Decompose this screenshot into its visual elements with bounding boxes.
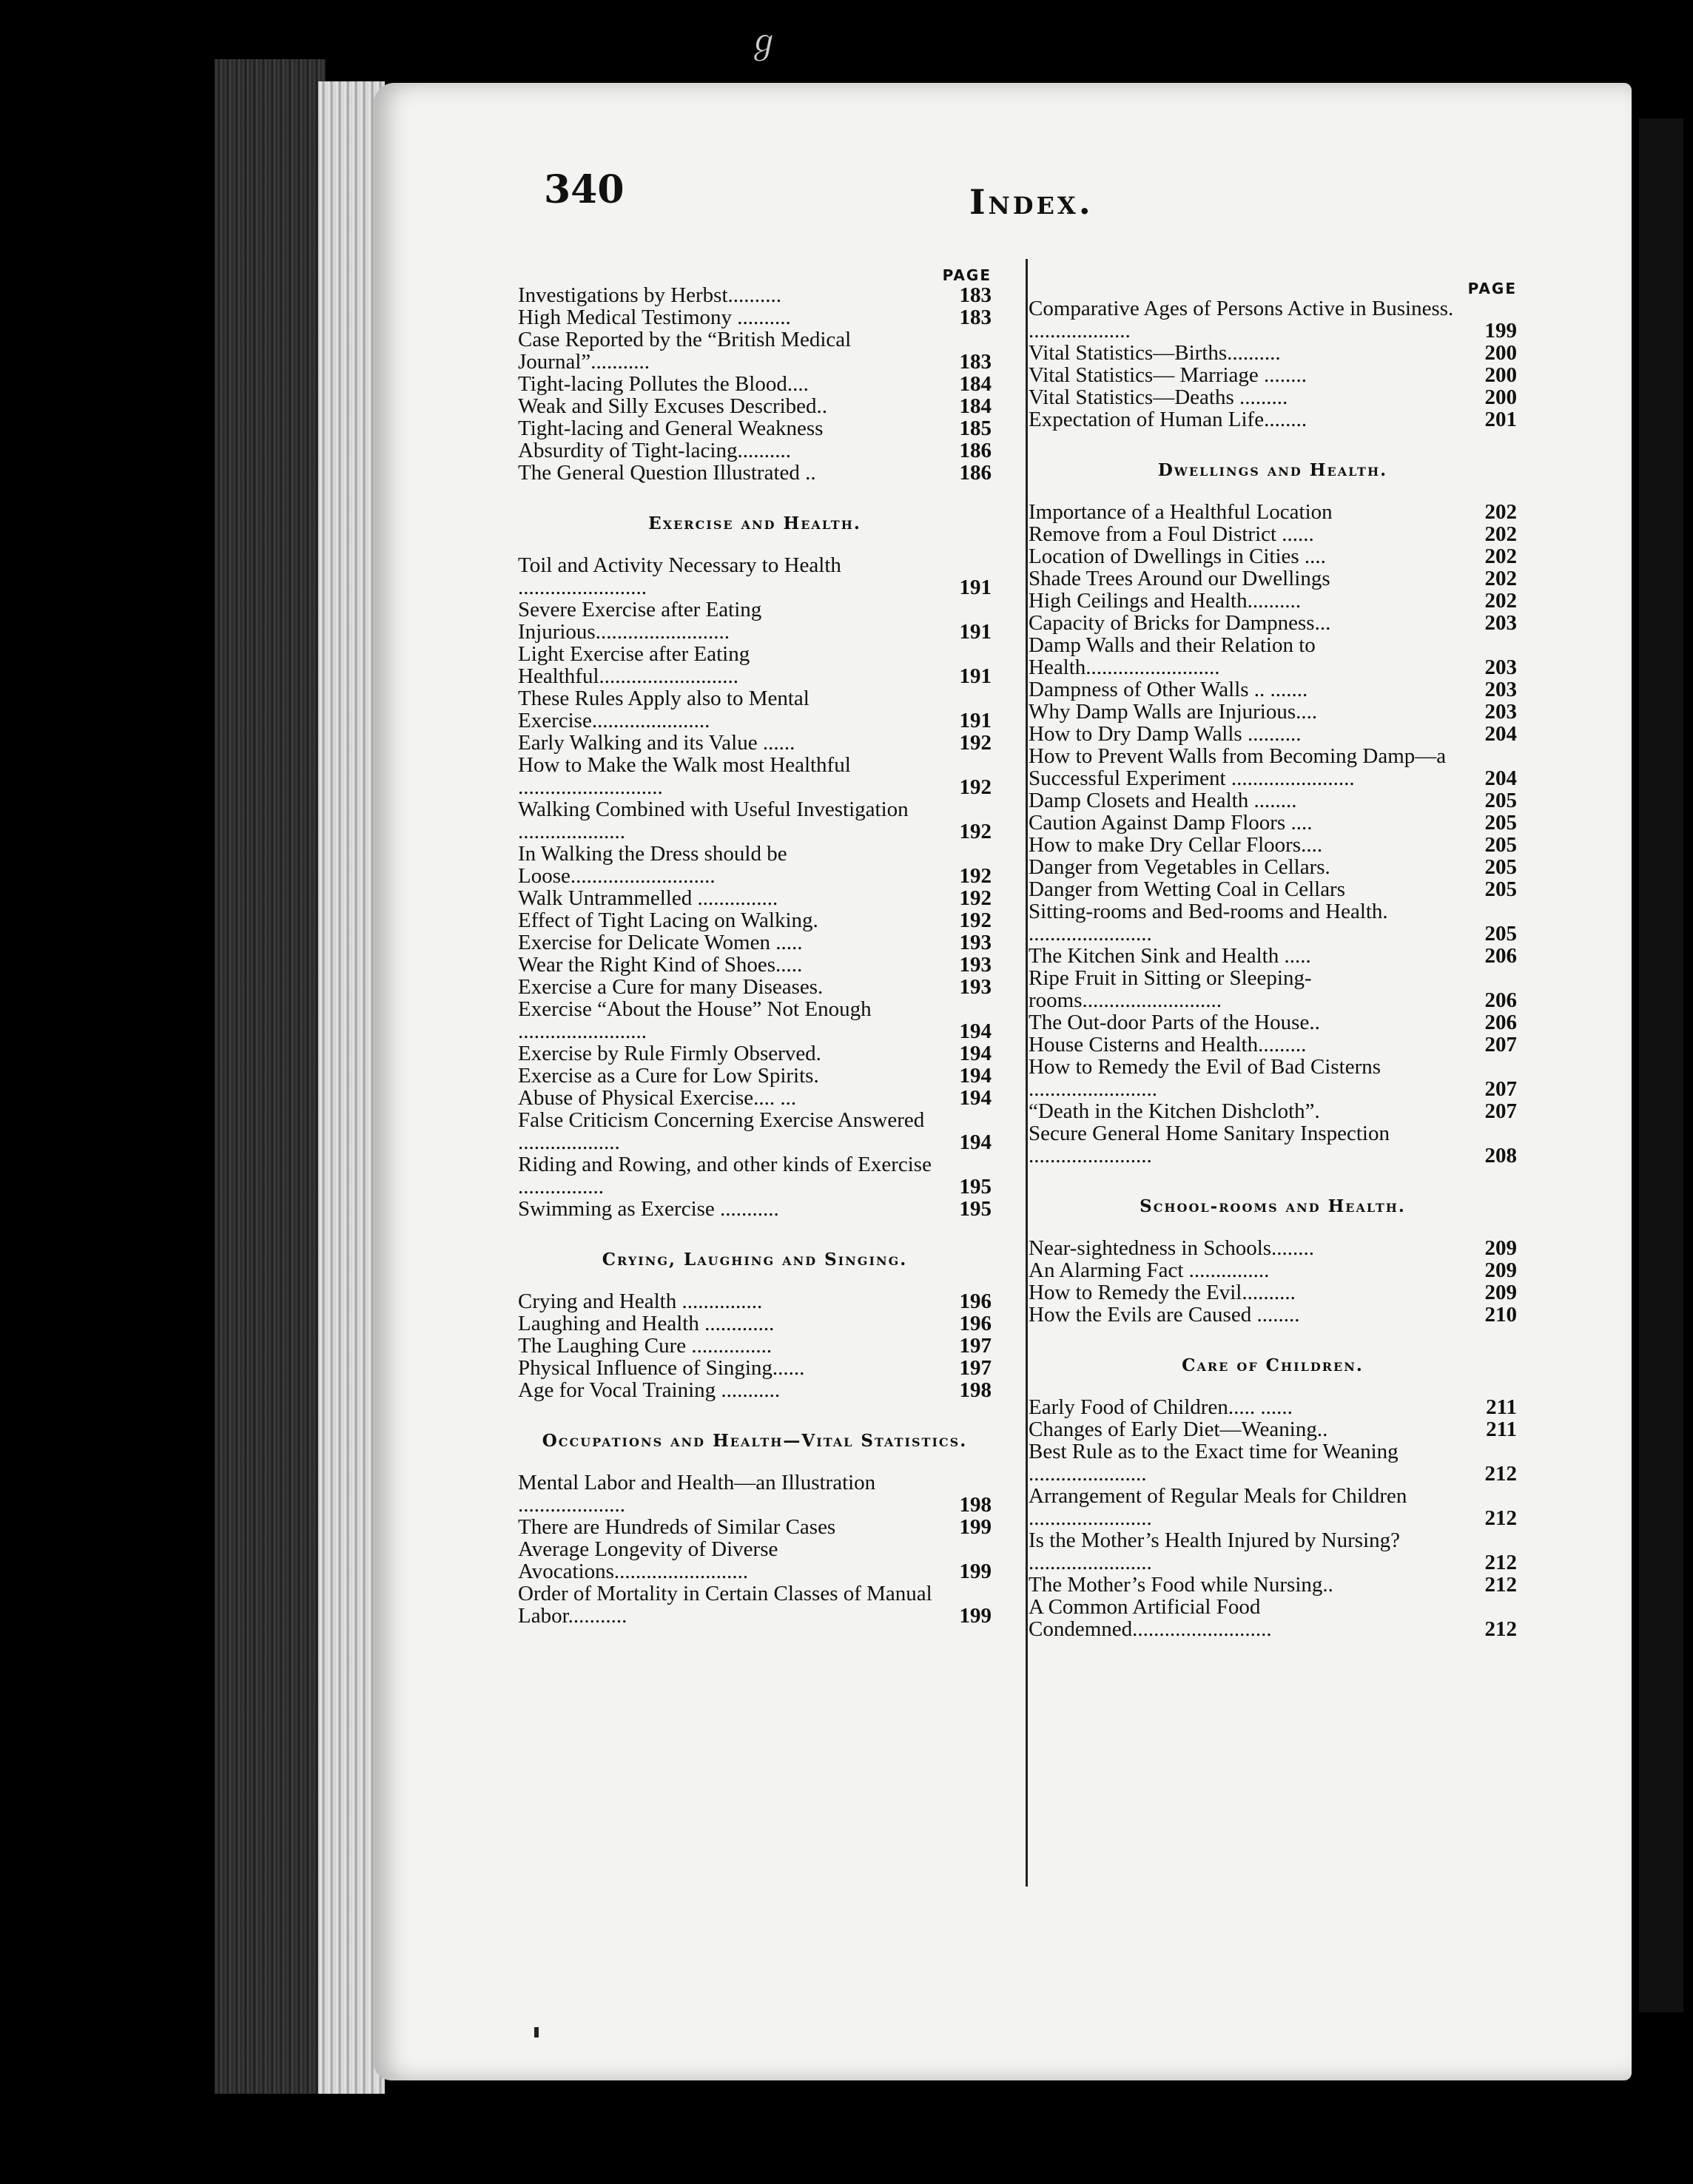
entry-text: Damp Walls and their Relation to Health.........................	[1029, 633, 1316, 679]
index-entry	[1029, 1596, 1517, 1640]
entry-text: Laughing and Health .............	[518, 1312, 775, 1335]
entry-page: 185	[959, 417, 992, 440]
index-entry	[518, 1357, 992, 1379]
index-entry	[518, 462, 992, 484]
index-entry	[1029, 1281, 1517, 1304]
entry-page: 198	[959, 1493, 992, 1517]
entry-text: Average Longevity of Diverse Avocations.........................	[518, 1537, 778, 1583]
entry-page: 212	[1484, 1506, 1517, 1530]
entry-text: Vital Statistics— Marriage ........	[1029, 363, 1307, 387]
entry-text: Age for Vocal Training ...........	[518, 1378, 781, 1402]
entry-text: The General Question Illustrated ..	[518, 461, 816, 485]
entry-page: 212	[1484, 1551, 1517, 1574]
entry-text: Is the Mother’s Health Injured by Nursing? .......................	[1029, 1529, 1401, 1574]
section-heading: Crying, Laughing and Singing.	[602, 1250, 908, 1270]
entry-text: Exercise as a Cure for Low Spirits.	[518, 1064, 819, 1088]
entry-page: 192	[959, 731, 992, 755]
index-entry	[518, 417, 992, 439]
index-entry	[518, 1290, 992, 1312]
entry-text: Changes of Early Diet—Weaning..	[1029, 1418, 1328, 1441]
entry-page: 193	[959, 953, 992, 977]
entry-text: Absurdity of Tight-lacing..........	[518, 439, 791, 462]
index-entry	[518, 395, 992, 417]
entry-page: 205	[1484, 789, 1517, 812]
entry-page: 183	[959, 350, 992, 374]
entry-page: 209	[1484, 1258, 1517, 1282]
index-entry	[1029, 701, 1517, 723]
entry-text: How to make Dry Cellar Floors....	[1029, 833, 1323, 857]
index-entry	[1029, 1100, 1517, 1122]
index-entry	[518, 1516, 992, 1538]
entry-text: Case Reported by the “British Medical Journal”...........	[518, 328, 852, 374]
entry-page: 212	[1484, 1617, 1517, 1641]
index-entry	[518, 328, 992, 373]
entry-page: 212	[1484, 1462, 1517, 1486]
section-heading: Exercise and Health.	[648, 513, 861, 533]
entry-page: 199	[959, 1604, 992, 1628]
index-entry	[1029, 1259, 1517, 1281]
index-entry	[1029, 342, 1517, 364]
index-entry	[518, 643, 992, 687]
entry-page: 184	[959, 394, 992, 418]
entry-text: Comparative Ages of Persons Active in Business. ...................	[1029, 297, 1454, 343]
index-entry	[1029, 1485, 1517, 1529]
entry-text: Walking Combined with Useful Investigation ....................	[518, 798, 909, 843]
index-entry	[518, 754, 992, 798]
entry-page: 191	[959, 620, 992, 644]
index-entry	[1029, 723, 1517, 745]
entry-text: False Criticism Concerning Exercise Answered ...................	[518, 1108, 925, 1154]
index-entry	[518, 998, 992, 1042]
entry-text: Damp Closets and Health ........	[1029, 789, 1297, 812]
index-entry	[518, 599, 992, 643]
index-entry	[518, 439, 992, 462]
entry-page: 207	[1484, 1033, 1517, 1056]
entry-page: 202	[1484, 545, 1517, 568]
entry-text: These Rules Apply also to Mental Exercise......................	[518, 687, 810, 732]
index-entry	[1029, 1418, 1517, 1440]
entry-page: 193	[959, 975, 992, 999]
entry-page: 192	[959, 775, 992, 799]
entry-page: 203	[1484, 655, 1517, 679]
entry-page: 194	[959, 1064, 992, 1088]
entry-page: 205	[1484, 877, 1517, 901]
entry-text: Severe Exercise after Eating Injurious.........................	[518, 598, 762, 644]
index-entry	[518, 373, 992, 395]
entry-page: 183	[959, 306, 992, 329]
entry-text: Near-sightedness in Schools........	[1029, 1236, 1315, 1260]
index-entry	[1029, 856, 1517, 878]
column-divider	[1026, 259, 1028, 1887]
entry-text: Wear the Right Kind of Shoes.....	[518, 953, 803, 977]
entry-text: There are Hundreds of Similar Cases	[518, 1515, 836, 1539]
index-entry	[518, 843, 992, 887]
entry-page: 202	[1484, 567, 1517, 590]
entry-text: Location of Dwellings in Cities ....	[1029, 545, 1326, 568]
entry-page: 204	[1484, 722, 1517, 746]
entry-page: 191	[959, 576, 992, 599]
index-entry	[1029, 408, 1517, 431]
book-spine	[215, 59, 326, 2094]
entry-page: 199	[959, 1560, 992, 1583]
entry-text: An Alarming Fact ...............	[1029, 1258, 1270, 1282]
page-number: 340	[544, 167, 625, 212]
entry-page: 191	[959, 709, 992, 732]
entry-page: 200	[1484, 385, 1517, 409]
index-entry	[1029, 812, 1517, 834]
entry-page: 192	[959, 886, 992, 910]
entry-page: 209	[1484, 1281, 1517, 1304]
entry-page: 202	[1484, 589, 1517, 613]
entry-text: Tight-lacing Pollutes the Blood....	[518, 372, 809, 396]
index-entry	[518, 954, 992, 976]
entry-text: Arrangement of Regular Meals for Children .......................	[1029, 1484, 1407, 1530]
entry-text: Early Walking and its Value ......	[518, 731, 795, 755]
entry-text: Dampness of Other Walls .. .......	[1029, 678, 1308, 701]
entry-page: 186	[959, 439, 992, 462]
entry-page: 193	[959, 931, 992, 954]
entry-text: Remove from a Foul District ......	[1029, 522, 1314, 546]
entry-page: 191	[959, 664, 992, 688]
index-entry	[1029, 945, 1517, 967]
index-entry	[518, 1312, 992, 1335]
index-entry	[1029, 1574, 1517, 1596]
entry-page: 202	[1484, 500, 1517, 524]
entry-text: Effect of Tight Lacing on Walking.	[518, 909, 818, 932]
index-entry	[1029, 745, 1517, 789]
entry-page: 206	[1484, 944, 1517, 968]
index-entry	[1029, 967, 1517, 1011]
entry-page: 194	[959, 1130, 992, 1154]
entry-page: 198	[959, 1378, 992, 1402]
section-heading: Occupations and Health—Vital Statistics.	[542, 1431, 968, 1451]
entry-page: 207	[1484, 1077, 1517, 1101]
index-entry	[518, 798, 992, 843]
index-entry	[1029, 1304, 1517, 1326]
entry-text: Vital Statistics—Births..........	[1029, 341, 1281, 365]
entry-text: In Walking the Dress should be Loose...........................	[518, 842, 787, 888]
entry-text: Capacity of Bricks for Dampness...	[1029, 611, 1331, 635]
index-entry	[1029, 789, 1517, 812]
index-entry	[518, 1087, 992, 1109]
index-entry	[518, 909, 992, 931]
entry-page: 192	[959, 909, 992, 932]
entry-page: 204	[1484, 766, 1517, 790]
entry-text: Tight-lacing and General Weakness	[518, 417, 824, 440]
right-top-entries	[1029, 297, 1517, 431]
index-entry	[518, 1065, 992, 1087]
index-entry	[518, 1335, 992, 1357]
entry-text: How to Prevent Walls from Becoming Damp—a Successful Experiment .......................	[1029, 744, 1447, 790]
entry-text: Toil and Activity Necessary to Health ........................	[518, 553, 841, 599]
entry-page: 203	[1484, 678, 1517, 701]
index-entry	[518, 1109, 992, 1153]
index-entry	[1029, 364, 1517, 386]
entry-text: Order of Mortality in Certain Classes of Manual Labor...........	[518, 1582, 932, 1628]
entry-text: Exercise for Delicate Women .....	[518, 931, 803, 954]
entry-text: Expectation of Human Life........	[1029, 408, 1307, 431]
entry-text: The Laughing Cure ...............	[518, 1334, 773, 1358]
index-entry	[518, 732, 992, 754]
entry-text: Riding and Rowing, and other kinds of Exercise ................	[518, 1153, 932, 1199]
entry-text: Exercise by Rule Firmly Observed.	[518, 1042, 821, 1065]
index-entry	[1029, 612, 1517, 634]
index-entry	[1029, 545, 1517, 567]
entry-text: Shade Trees Around our Dwellings	[1029, 567, 1330, 590]
index-entry	[1029, 590, 1517, 612]
entry-text: How to Remedy the Evil..........	[1029, 1281, 1296, 1304]
entry-page: 202	[1484, 522, 1517, 546]
entry-text: Crying and Health ...............	[518, 1290, 763, 1313]
entry-text: Light Exercise after Eating Healthful..........................	[518, 642, 750, 688]
index-entry	[1029, 678, 1517, 701]
index-entry	[1029, 1056, 1517, 1100]
left-column	[518, 266, 992, 1627]
entry-page: 194	[959, 1019, 992, 1043]
index-entry	[518, 284, 992, 306]
entry-page: 205	[1484, 811, 1517, 835]
entry-page: 212	[1484, 1573, 1517, 1597]
index-entry	[1029, 501, 1517, 523]
entry-text: How the Evils are Caused ........	[1029, 1303, 1300, 1327]
entry-text: Ripe Fruit in Sitting or Sleeping-rooms..........................	[1029, 966, 1312, 1012]
right-sections	[1029, 460, 1517, 1640]
entry-text: Exercise “About the House” Not Enough ........................	[518, 997, 872, 1043]
entry-page: 194	[959, 1042, 992, 1065]
index-entry	[1029, 1440, 1517, 1485]
entry-page: 199	[1484, 319, 1517, 343]
index-entry	[518, 1153, 992, 1198]
entry-text: Weak and Silly Excuses Described..	[518, 394, 828, 418]
entry-page: 200	[1484, 341, 1517, 365]
left-sections	[518, 513, 992, 1627]
entry-page: 203	[1484, 700, 1517, 724]
entry-text: A Common Artificial Food Condemned..........................	[1029, 1595, 1272, 1641]
index-entry	[1029, 567, 1517, 590]
entry-page: 206	[1484, 1011, 1517, 1034]
entry-text: Sitting-rooms and Bed-rooms and Health. .......................	[1029, 900, 1388, 946]
entry-text: Why Damp Walls are Injurious....	[1029, 700, 1318, 724]
entry-page: 199	[959, 1515, 992, 1539]
entry-text: Importance of a Healthful Location	[1029, 500, 1333, 524]
index-entry	[1029, 834, 1517, 856]
entry-page: 207	[1484, 1099, 1517, 1123]
entry-page: 211	[1486, 1395, 1517, 1419]
index-entry	[518, 1583, 992, 1627]
entry-page: 211	[1486, 1418, 1517, 1441]
entry-text: How to Make the Walk most Healthful ...........................	[518, 753, 851, 799]
entry-text: Mental Labor and Health—an Illustration ....................	[518, 1471, 876, 1517]
entry-text: How to Dry Damp Walls ..........	[1029, 722, 1302, 746]
entry-page: 197	[959, 1356, 992, 1380]
entry-page: 205	[1484, 855, 1517, 879]
index-entry	[518, 931, 992, 954]
entry-page: 200	[1484, 363, 1517, 387]
index-entry	[1029, 1034, 1517, 1056]
entry-text: The Out-door Parts of the House..	[1029, 1011, 1320, 1034]
entry-text: Investigations by Herbst..........	[518, 283, 782, 307]
entry-text: High Medical Testimony ..........	[518, 306, 791, 329]
index-entry	[1029, 634, 1517, 678]
entry-page: 210	[1484, 1303, 1517, 1327]
index-entry	[518, 976, 992, 998]
entry-page: 208	[1484, 1144, 1517, 1167]
entry-text: Danger from Wetting Coal in Cellars	[1029, 877, 1346, 901]
index-entry	[1029, 1396, 1517, 1418]
index-entry	[518, 687, 992, 732]
entry-text: Exercise a Cure for many Diseases.	[518, 975, 824, 999]
ink-speck	[534, 2027, 539, 2038]
section-heading: Dwellings and Health.	[1157, 460, 1388, 480]
entry-text: Walk Untrammelled ...............	[518, 886, 778, 910]
index-entry	[518, 1198, 992, 1220]
entry-page: 205	[1484, 833, 1517, 857]
entry-page: 206	[1484, 988, 1517, 1012]
entry-page: 195	[959, 1197, 992, 1221]
index-entry	[518, 887, 992, 909]
index-entry	[518, 1042, 992, 1065]
entry-text: Caution Against Damp Floors ....	[1029, 811, 1313, 835]
entry-text: Danger from Vegetables in Cellars.	[1029, 855, 1330, 879]
right-column	[1029, 280, 1517, 1640]
entry-page: 183	[959, 283, 992, 307]
entry-page: 186	[959, 461, 992, 485]
index-entry	[518, 1379, 992, 1401]
index-entry	[518, 554, 992, 599]
index-entry	[1029, 1237, 1517, 1259]
entry-page: 203	[1484, 611, 1517, 635]
index-entry	[1029, 297, 1517, 342]
index-entry	[1029, 1011, 1517, 1034]
index-entry	[518, 1472, 992, 1516]
index-entry	[518, 306, 992, 328]
entry-text: Secure General Home Sanitary Inspection .......................	[1029, 1122, 1390, 1167]
index-entry	[1029, 1122, 1517, 1167]
left-top-entries	[518, 284, 992, 484]
facing-page-edge	[1639, 118, 1683, 2012]
entry-page: 201	[1484, 408, 1517, 431]
index-entry	[1029, 386, 1517, 408]
entry-text: The Kitchen Sink and Health .....	[1029, 944, 1311, 968]
page-label: PAGE	[942, 266, 992, 284]
entry-text: How to Remedy the Evil of Bad Cisterns ........................	[1029, 1055, 1381, 1101]
index-entry	[1029, 900, 1517, 945]
index-entry	[1029, 1529, 1517, 1574]
entry-text: Abuse of Physical Exercise.... ...	[518, 1086, 797, 1110]
entry-text: High Ceilings and Health..........	[1029, 589, 1302, 613]
entry-page: 192	[959, 864, 992, 888]
entry-text: Best Rule as to the Exact time for Weaning ......................	[1029, 1440, 1399, 1486]
entry-page: 194	[959, 1086, 992, 1110]
entry-page: 195	[959, 1175, 992, 1199]
index-entry	[1029, 523, 1517, 545]
section-heading: Care of Children.	[1182, 1355, 1364, 1375]
entry-text: Swimming as Exercise ...........	[518, 1197, 779, 1221]
entry-text: Vital Statistics—Deaths .........	[1029, 385, 1288, 409]
entry-page: 197	[959, 1334, 992, 1358]
section-heading: School-rooms and Health.	[1140, 1196, 1406, 1216]
entry-page: 184	[959, 372, 992, 396]
entry-page: 196	[959, 1290, 992, 1313]
index-entry	[518, 1538, 992, 1583]
entry-page: 209	[1484, 1236, 1517, 1260]
entry-text: The Mother’s Food while Nursing..	[1029, 1573, 1333, 1597]
running-head: Index.	[969, 182, 1094, 222]
index-entry	[1029, 878, 1517, 900]
entry-text: “Death in the Kitchen Dishcloth”.	[1029, 1099, 1320, 1123]
entry-text: House Cisterns and Health.........	[1029, 1033, 1307, 1056]
scan-mark: ℊ	[747, 23, 780, 61]
entry-text: Early Food of Children..... ......	[1029, 1395, 1293, 1419]
entry-page: 205	[1484, 922, 1517, 946]
entry-text: Physical Influence of Singing......	[518, 1356, 805, 1380]
page-label: PAGE	[1467, 280, 1517, 297]
entry-page: 192	[959, 820, 992, 843]
entry-page: 196	[959, 1312, 992, 1335]
